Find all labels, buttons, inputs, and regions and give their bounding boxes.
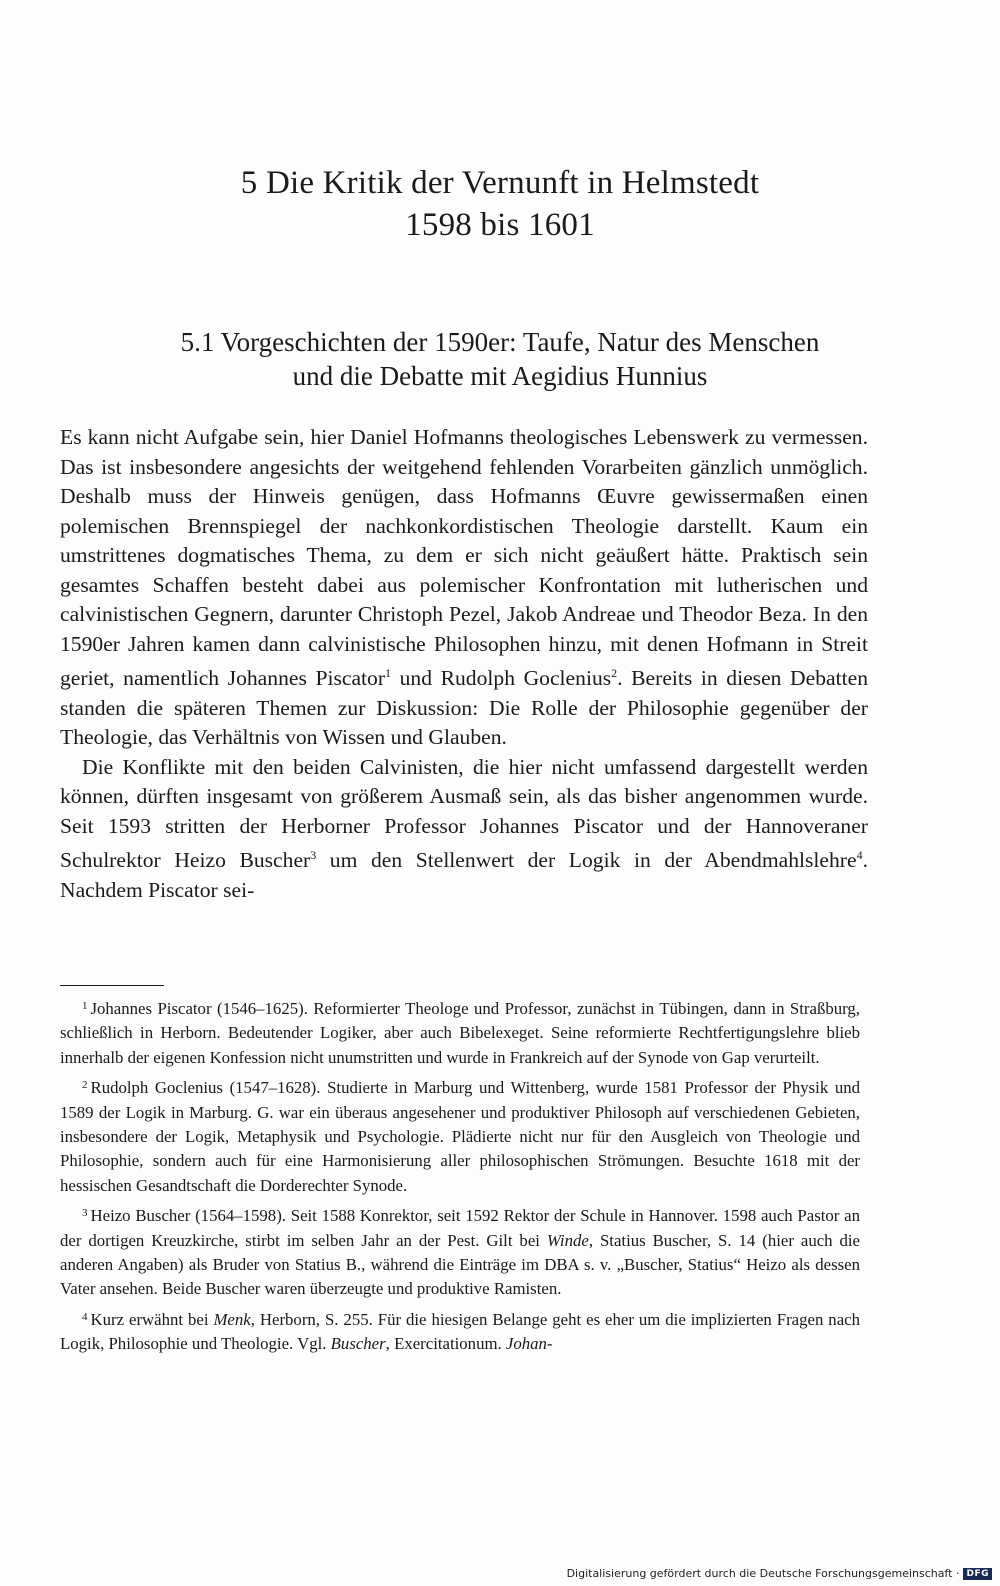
chapter-title-line-2: 1598 bis 1601 xyxy=(405,207,595,243)
footnote-text: , Herborn, S. 255. Für die hiesigen Belange geht es eher um die implizierten Fragen nach Logik, Philosophie und Theologie. Vgl. xyxy=(60,1309,860,1354)
digitization-banner-text: Digitalisierung gefördert durch die Deutsche Forschungsgemeinschaft · xyxy=(566,1567,960,1580)
paragraph-2-text-a: Die Konflikte mit den beiden Calvinisten, die hier nicht umfassend dargestellt werden können, dürften insgesamt von größerem Ausmaß sein, als das bisher angenommen wurde. Seit 1593 stritten der Herborner Professor Johannes Piscator und der Hannoveraner Schulrektor Heizo Buscher xyxy=(60,754,868,872)
footnote-number: 3 xyxy=(82,1207,88,1220)
footnote-1 xyxy=(60,994,860,1070)
footnote-ref-2: 2 xyxy=(611,666,618,680)
paragraph-2-text-b: um den Stellenwert der Logik in der Abendmahlslehre xyxy=(316,848,857,872)
footnote-text: Rudolph Goclenius (1547–1628). Studierte in Marburg und Wittenberg, wurde 1581 Professor der Physik und 1589 der Logik in Marburg. G. war ein überaus angesehener und produktiver Philosoph auf verschiedenen Gebieten, insbesondere der Logik, Metaphysik und Psychologie. Plädierte nicht nur für den Ausgleich von Theologie und Philosophie, sondern auch für eine Harmonisierung aller philosophischen Strömungen. Besuchte 1618 mit der hessischen Gesandtschaft die Dorderechter Synode. xyxy=(60,1078,860,1195)
body-text xyxy=(60,423,868,905)
dfg-logo-icon: DFG xyxy=(963,1568,992,1580)
footnote-text: Heizo Buscher (1564–1598). Seit 1588 Konrektor, seit 1592 Rektor der Schule in Hannover. 1598 auch Pastor an der dortigen Kreuzkirche, stirbt im selben Jahr an der Pest. Gilt bei xyxy=(60,1206,860,1250)
footnotes xyxy=(60,994,860,1357)
footnote-text: , Exercitationum. xyxy=(385,1334,506,1354)
footnote-ref-3: 3 xyxy=(310,848,317,862)
section-title-line-2: und die Debatte mit Aegidius Hunnius xyxy=(292,361,708,391)
footnote-italic-author: Menk xyxy=(213,1309,251,1329)
footnote-text: , Statius Buscher, S. 14 (hier auch die anderen Angaben) als Bruder von Statius B., während die Einträge im DBA s. v. „Buscher, Statius“ Heizo als dessen Vater ansehen. Beide Buscher waren überzeugte und produktive Ramisten. xyxy=(60,1230,860,1299)
paragraph-1-text-c: . Bereits in diesen Debatten standen die späteren Themen zur Diskussion: Die Rolle der Philosophie gegenüber der Theologie, das Verhältnis von Wissen und Glauben. xyxy=(60,666,868,749)
chapter-title-line-1: 5 Die Kritik der Vernunft in Helmstedt xyxy=(240,165,760,201)
paragraph-1-text-b: und Rudolph Goclenius xyxy=(391,666,612,690)
paragraph-2-text-c: . Nachdem Piscator sei- xyxy=(60,848,868,902)
footnote-number: 2 xyxy=(82,1079,88,1092)
footnote-italic-author: Johan- xyxy=(505,1334,553,1354)
digitization-banner xyxy=(567,1567,992,1580)
footnote-divider xyxy=(60,985,164,986)
footnote-italic-author: Buscher xyxy=(330,1334,386,1354)
paragraph-1 xyxy=(60,423,868,753)
footnote-ref-1: 1 xyxy=(385,666,392,680)
chapter-title xyxy=(60,162,940,246)
footnote-ref-4: 4 xyxy=(856,848,863,862)
footnote-text: Johannes Piscator (1546–1625). Reformierter Theologe und Professor, zunächst in Tübingen, dann in Straßburg, schließlich in Herborn. Bedeutender Logiker, aber auch Bibelexeget. Seine reformierte Rechtfertigungslehre blieb innerhalb der eigenen Konfession nicht unumstritten und wurde in Frankreich auf der Synode von Gap verurteilt. xyxy=(60,999,860,1067)
section-title xyxy=(60,325,940,393)
footnote-italic-author: Winde xyxy=(546,1230,589,1250)
footnote-number: 4 xyxy=(82,1310,88,1323)
footnote-3 xyxy=(60,1201,860,1302)
footnote-4 xyxy=(60,1305,860,1357)
paragraph-2 xyxy=(60,753,868,906)
paragraph-1-text-a: Es kann nicht Aufgabe sein, hier Daniel Hofmanns theologisches Lebenswerk zu vermessen. Das ist insbesondere angesichts der weitgehend fehlenden Vorarbeiten gänzlich unmöglich. Deshalb muss der Hinweis genügen, dass Hofmanns Œuvre gewissermaßen einen polemischen Brennspiegel der nachkonkordistischen Theologie darstellt. Kaum ein umstrittenes dogmatisches Thema, zu dem er sich nicht geäußert hätte. Praktisch sein gesamtes Schaffen besteht dabei aus polemischer Konfrontation mit lutherischen und calvinistischen Gegnern, darunter Christoph Pezel, Jakob Andreae und Theodor Beza. In den 1590er Jahren kamen dann calvinistische Philosophen hinzu, mit denen Hofmann in Streit geriet, namentlich Johannes Piscator xyxy=(60,425,868,690)
footnote-2 xyxy=(60,1073,860,1198)
section-title-line-1: 5.1 Vorgeschichten der 1590er: Taufe, Natur des Menschen xyxy=(180,327,820,357)
footnote-number: 1 xyxy=(82,1000,88,1012)
footnote-text: Kurz erwähnt bei xyxy=(90,1309,214,1329)
